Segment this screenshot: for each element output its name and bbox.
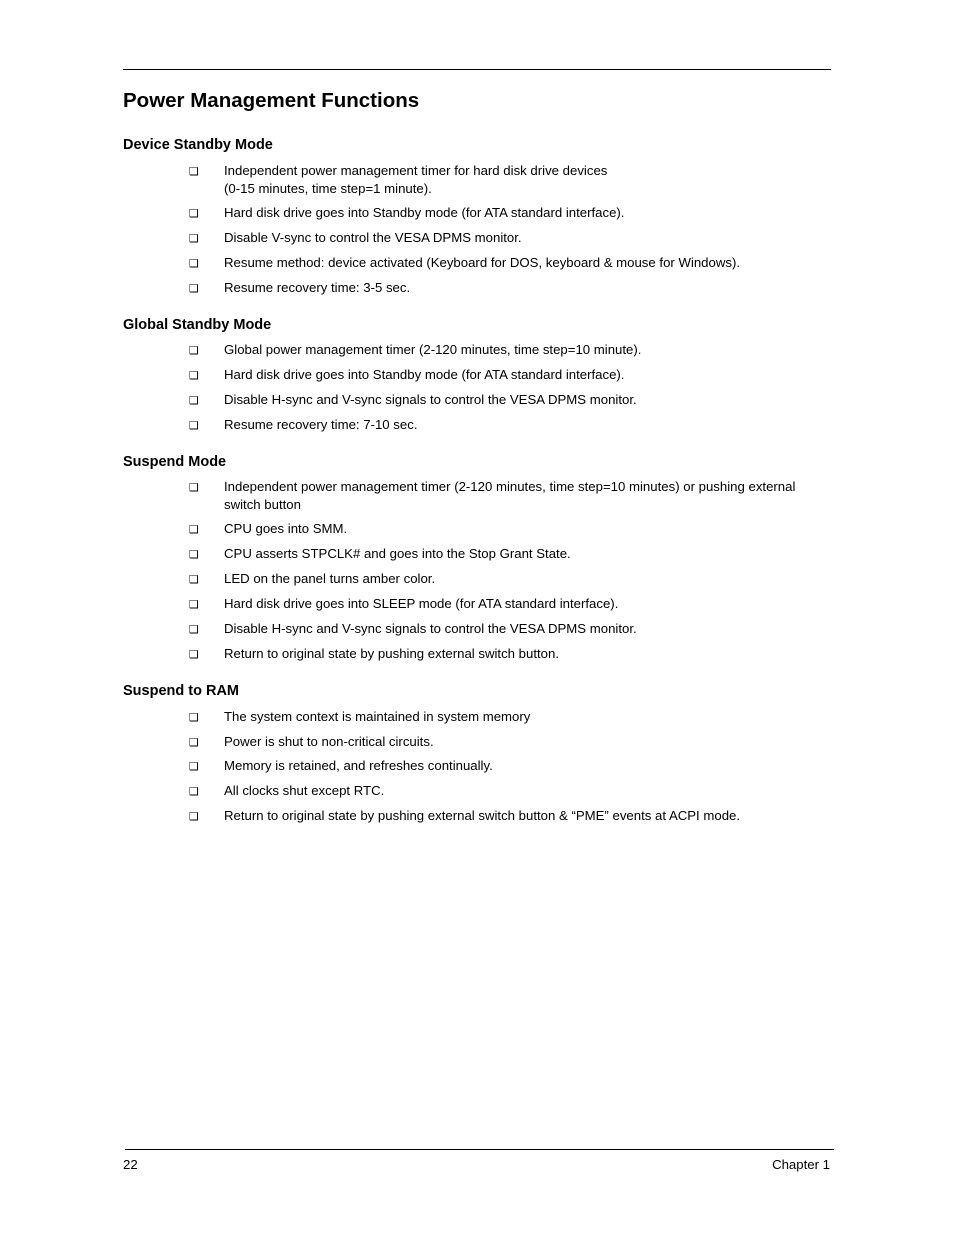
checkbox-bullet-icon: ❑ <box>189 760 199 773</box>
checkbox-bullet-icon: ❑ <box>189 232 199 245</box>
section-heading-device-standby: Device Standby Mode <box>123 137 273 153</box>
checkbox-bullet-icon: ❑ <box>189 598 199 611</box>
checkbox-bullet-icon: ❑ <box>189 165 199 178</box>
list-item <box>189 645 834 663</box>
list-item <box>189 757 834 775</box>
list-item-text: Global power management timer (2-120 minutes, time step=10 minute). <box>224 342 642 357</box>
list-item <box>189 545 834 563</box>
list-item-text: Return to original state by pushing external switch button & “PME” events at ACPI mode. <box>224 808 741 823</box>
checkbox-bullet-icon: ❑ <box>189 282 199 295</box>
list-item-text: Memory is retained, and refreshes continually. <box>224 758 493 773</box>
list-item-text: Resume recovery time: 3-5 sec. <box>224 280 411 295</box>
checkbox-bullet-icon: ❑ <box>189 573 199 586</box>
page-title: Power Management Functions <box>123 89 420 112</box>
footer-page-number: 22 <box>123 1157 138 1172</box>
section-heading-suspend-to-ram: Suspend to RAM <box>123 683 239 699</box>
list-item-text: Disable V-sync to control the VESA DPMS monitor. <box>224 230 522 245</box>
list-item-text: Resume recovery time: 7-10 sec. <box>224 417 418 432</box>
list-item-text: Hard disk drive goes into SLEEP mode (for ATA standard interface). <box>224 596 619 611</box>
list-item-text: The system context is maintained in system memory <box>224 709 531 724</box>
checkbox-bullet-icon: ❑ <box>189 394 199 407</box>
checkbox-bullet-icon: ❑ <box>189 711 199 724</box>
checkbox-bullet-icon: ❑ <box>189 810 199 823</box>
list-item-text: Power is shut to non-critical circuits. <box>224 734 434 749</box>
list-item <box>189 570 834 588</box>
list-item <box>189 279 834 297</box>
checkbox-bullet-icon: ❑ <box>189 785 199 798</box>
list-item-text: Disable H-sync and V-sync signals to control the VESA DPMS monitor. <box>224 621 637 636</box>
checkbox-bullet-icon: ❑ <box>189 648 199 661</box>
list-item <box>189 595 834 613</box>
list-item-text: CPU asserts STPCLK# and goes into the Stop Grant State. <box>224 546 571 561</box>
list-item <box>189 391 834 409</box>
checkbox-bullet-icon: ❑ <box>189 548 199 561</box>
list-item-text: All clocks shut except RTC. <box>224 783 385 798</box>
list-item-text: CPU goes into SMM. <box>224 521 348 536</box>
checkbox-bullet-icon: ❑ <box>189 481 199 494</box>
section-heading-global-standby: Global Standby Mode <box>123 317 272 333</box>
list-item <box>189 478 834 513</box>
list-item-text: Independent power management timer for hard disk drive devices (0-15 minutes, time step=1 minute). <box>224 163 608 196</box>
list-item <box>189 782 834 800</box>
footer-chapter-label: Chapter 1 <box>772 1157 830 1172</box>
list-item <box>189 807 834 825</box>
list-item-text: Independent power management timer (2-120 minutes, time step=10 minutes) or pushing external switch button <box>224 479 796 512</box>
list-item <box>189 204 834 222</box>
list-item <box>189 520 834 538</box>
list-item <box>189 620 834 638</box>
list-item <box>189 341 834 359</box>
list-item-text: LED on the panel turns amber color. <box>224 571 436 586</box>
list-item <box>189 733 834 751</box>
checkbox-bullet-icon: ❑ <box>189 257 199 270</box>
list-item-text: Hard disk drive goes into Standby mode (for ATA standard interface). <box>224 205 625 220</box>
checkbox-bullet-icon: ❑ <box>189 736 199 749</box>
list-item <box>189 254 834 272</box>
list-item-text: Hard disk drive goes into Standby mode (for ATA standard interface). <box>224 367 625 382</box>
header-rule <box>123 69 831 70</box>
list-item <box>189 162 834 197</box>
checkbox-bullet-icon: ❑ <box>189 344 199 357</box>
list-item <box>189 229 834 247</box>
checkbox-bullet-icon: ❑ <box>189 369 199 382</box>
section-heading-suspend-mode: Suspend Mode <box>123 454 227 470</box>
footer-rule <box>125 1149 834 1150</box>
list-item-text: Return to original state by pushing external switch button. <box>224 646 560 661</box>
list-item-text: Resume method: device activated (Keyboard for DOS, keyboard & mouse for Windows). <box>224 255 741 270</box>
list-item <box>189 416 834 434</box>
list-item <box>189 366 834 384</box>
list-item-text: Disable H-sync and V-sync signals to control the VESA DPMS monitor. <box>224 392 637 407</box>
checkbox-bullet-icon: ❑ <box>189 623 199 636</box>
checkbox-bullet-icon: ❑ <box>189 523 199 536</box>
checkbox-bullet-icon: ❑ <box>189 207 199 220</box>
list-item <box>189 708 834 726</box>
checkbox-bullet-icon: ❑ <box>189 419 199 432</box>
